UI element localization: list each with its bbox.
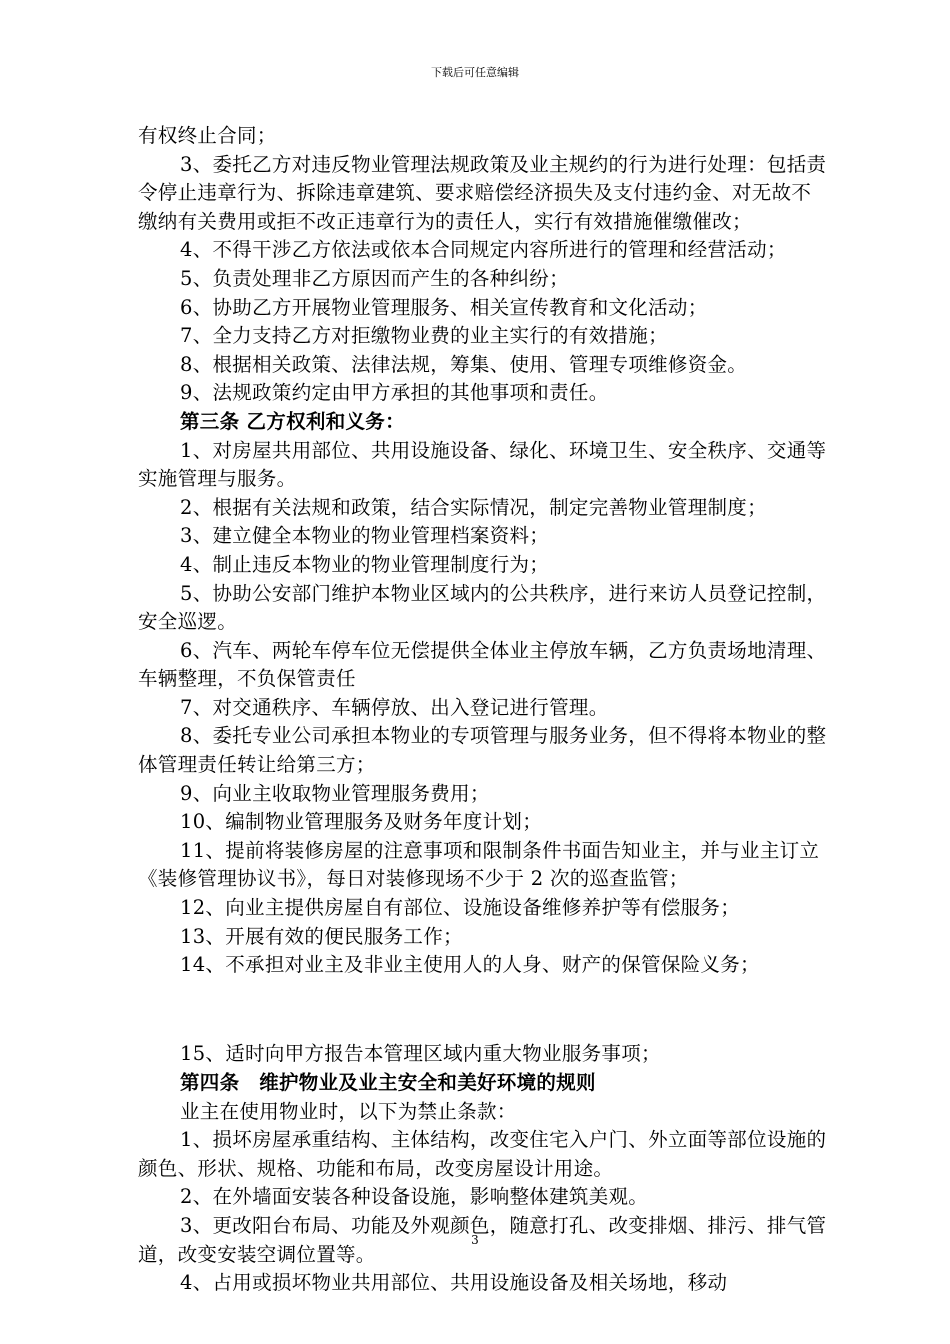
paragraph: 业主在使用物业时，以下为禁止条款：	[180, 1099, 517, 1123]
section-heading: 第三条 乙方权利和义务：	[180, 409, 405, 433]
paragraph: 7、全力支持乙方对拒缴物业费的业主实行的有效措施；	[180, 324, 668, 348]
page-number: 3	[471, 1233, 479, 1247]
paragraph: 11、提前将装修房屋的注意事项和限制条件书面告知业主，并与业主订立《装修管理协议书》，每日对装修现场不少于 2 次的巡查监管；	[138, 838, 820, 891]
paragraph: 8、委托专业公司承担本物业的专项管理与服务业务，但不得将本物业的整体管理责任转让给第三方；	[138, 724, 827, 777]
document-body	[138, 122, 830, 1298]
paragraph: 8、根据相关政策、法律法规，筹集、使用、管理专项维修资金。	[180, 352, 748, 376]
paragraph: 1、损坏房屋承重结构、主体结构，改变住宅入户门、外立面等部位设施的颜色、形状、规格、功能和布局，改变房屋设计用途。	[138, 1128, 827, 1180]
paragraph: 7、对交通秩序、车辆停放、出入登记进行管理。	[180, 695, 609, 719]
paragraph: 12、向业主提供房屋自有部位、设施设备维修养护等有偿服务；	[180, 896, 741, 920]
paragraph: 9、向业主收取物业管理服务费用；	[180, 781, 490, 805]
paragraph: 6、汽车、两轮车停车位无偿提供全体业主停放车辆，乙方负责场地清理、车辆整理，不负保管责任	[138, 638, 827, 691]
paragraph: 9、法规政策约定由甲方承担的其他事项和责任。	[180, 381, 609, 405]
paragraph: 5、协助公安部门维护本物业区域内的公共秩序，进行来访人员登记控制，安全巡逻。	[138, 581, 827, 634]
paragraph: 2、根据有关法规和政策，结合实际情况，制定完善物业管理制度；	[180, 495, 767, 519]
paragraph: 4、制止违反本物业的物业管理制度行为；	[180, 552, 550, 576]
paragraph: 3、委托乙方对违反物业管理法规政策及业主规约的行为进行处理：包括责令停止违章行为、拆除违章建筑、要求赔偿经济损失及支付违约金、对无故不缴纳有关费用或拒不改正违章行为的责任人，实行有效措施催缴催改；	[138, 152, 827, 233]
paragraph: 14、不承担对业主及非业主使用人的人身、财产的保管保险义务；	[180, 953, 760, 977]
paragraph: 有权终止合同；	[138, 124, 277, 147]
page-header: 下载后可任意编辑	[431, 66, 519, 79]
paragraph: 6、协助乙方开展物业管理服务、相关宣传教育和文化活动；	[180, 295, 708, 319]
paragraph: 2、在外墙面安装各种设备设施，影响整体建筑美观。	[180, 1185, 649, 1209]
paragraph: 5、负责处理非乙方原因而产生的各种纠纷；	[180, 266, 569, 290]
paragraph: 1、对房屋共用部位、共用设施设备、绿化、环境卫生、安全秩序、交通等实施管理与服务。	[138, 438, 827, 491]
paragraph: 10、编制物业管理服务及财务年度计划；	[180, 810, 543, 834]
paragraph: 3、建立健全本物业的物业管理档案资料；	[180, 524, 550, 548]
paragraph: 4、不得干涉乙方依法或依本合同规定内容所进行的管理和经营活动；	[180, 238, 787, 262]
paragraph: 15、适时向甲方报告本管理区域内重大物业服务事项；	[180, 1042, 661, 1066]
section-heading: 第四条 维护物业及业主安全和美好环境的规则	[180, 1071, 596, 1094]
paragraph: 4、占用或损坏物业共用部位、共用设施设备及相关场地，移动	[180, 1271, 728, 1295]
paragraph: 3、更改阳台布局、功能及外观颜色，随意打孔、改变排烟、排污、排气管道，改变安装空调位置等。	[138, 1213, 827, 1266]
blank-line	[138, 996, 830, 1025]
paragraph: 13、开展有效的便民服务工作；	[180, 924, 463, 948]
